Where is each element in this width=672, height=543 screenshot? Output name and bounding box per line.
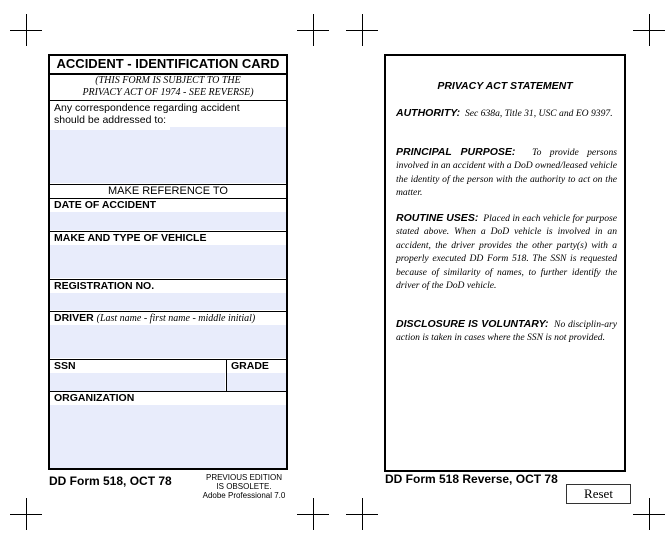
- driver-label-text: DRIVER: [54, 312, 94, 324]
- purpose-label: PRINCIPAL PURPOSE:: [396, 146, 516, 158]
- grade-field[interactable]: [227, 373, 286, 391]
- card-title: ACCIDENT - IDENTIFICATION CARD: [56, 56, 280, 71]
- privacy-notice-line2: PRIVACY ACT OF 1974 - SEE REVERSE): [82, 87, 254, 98]
- organization-label: ORGANIZATION: [54, 392, 135, 404]
- authority-text: Sec 638a, Title 31, USC and EO 9397.: [464, 108, 613, 119]
- purpose-text: To provide persons involved in an accident with a DoD owned/leased vehicle the identity of the person with the authority to act on the matter.: [396, 147, 617, 199]
- authority-paragraph: [396, 107, 617, 120]
- vehicle-field[interactable]: [50, 245, 286, 278]
- edition-line3: Adobe Professional 7.0: [202, 491, 286, 500]
- routine-uses-text: Placed in each vehicle for purpose stated above. When a DoD vehicle is involved in an accident, the driver provides the other party(s) with a properly executed DD Form 518. The SSN is requested because of similarity of names, to further identify the driver of the DoD vehicle.: [396, 213, 618, 292]
- edition-line1: PREVIOUS EDITION: [205, 473, 282, 482]
- front-form-number: DD Form 518, OCT 78: [49, 474, 172, 488]
- authority-label: AUTHORITY:: [396, 107, 461, 119]
- privacy-act-heading: PRIVACY ACT STATEMENT: [437, 80, 573, 92]
- back-card: [384, 54, 626, 472]
- disclosure-text: No disciplin-ary action is taken in cases where the SSN is not provided.: [396, 319, 618, 344]
- routine-uses-label: ROUTINE USES:: [396, 212, 479, 224]
- organization-field[interactable]: [50, 405, 286, 468]
- address-field-lower[interactable]: [50, 130, 286, 183]
- driver-hint: (Last name - first name - middle initial): [96, 313, 256, 324]
- routine-uses-paragraph: [396, 212, 617, 292]
- privacy-notice-line1: (THIS FORM IS SUBJECT TO THE: [95, 75, 241, 86]
- registration-label: REGISTRATION NO.: [54, 280, 155, 292]
- ssn-label: SSN: [54, 360, 76, 372]
- date-field[interactable]: [50, 212, 286, 230]
- edition-notice: [198, 473, 290, 500]
- grade-label: GRADE: [231, 360, 269, 372]
- disclosure-label: DISCLOSURE IS VOLUNTARY:: [396, 318, 549, 330]
- front-card: [48, 54, 288, 470]
- vehicle-label: MAKE AND TYPE OF VEHICLE: [54, 232, 207, 244]
- ssn-field[interactable]: [50, 373, 225, 391]
- driver-label: [54, 312, 255, 324]
- disclosure-paragraph: [396, 318, 617, 345]
- correspondence-label-line1: Any correspondence regarding accident: [54, 102, 240, 114]
- edition-line2: IS OBSOLETE.: [216, 482, 272, 491]
- correspondence-label-line2: should be addressed to:: [54, 114, 167, 126]
- reset-button[interactable]: Reset: [566, 484, 631, 504]
- registration-field[interactable]: [50, 293, 286, 310]
- make-reference-heading: MAKE REFERENCE TO: [107, 185, 228, 197]
- purpose-paragraph: [396, 146, 617, 200]
- date-label: DATE OF ACCIDENT: [54, 199, 157, 211]
- driver-field[interactable]: [50, 325, 286, 358]
- back-form-number: DD Form 518 Reverse, OCT 78: [385, 472, 558, 486]
